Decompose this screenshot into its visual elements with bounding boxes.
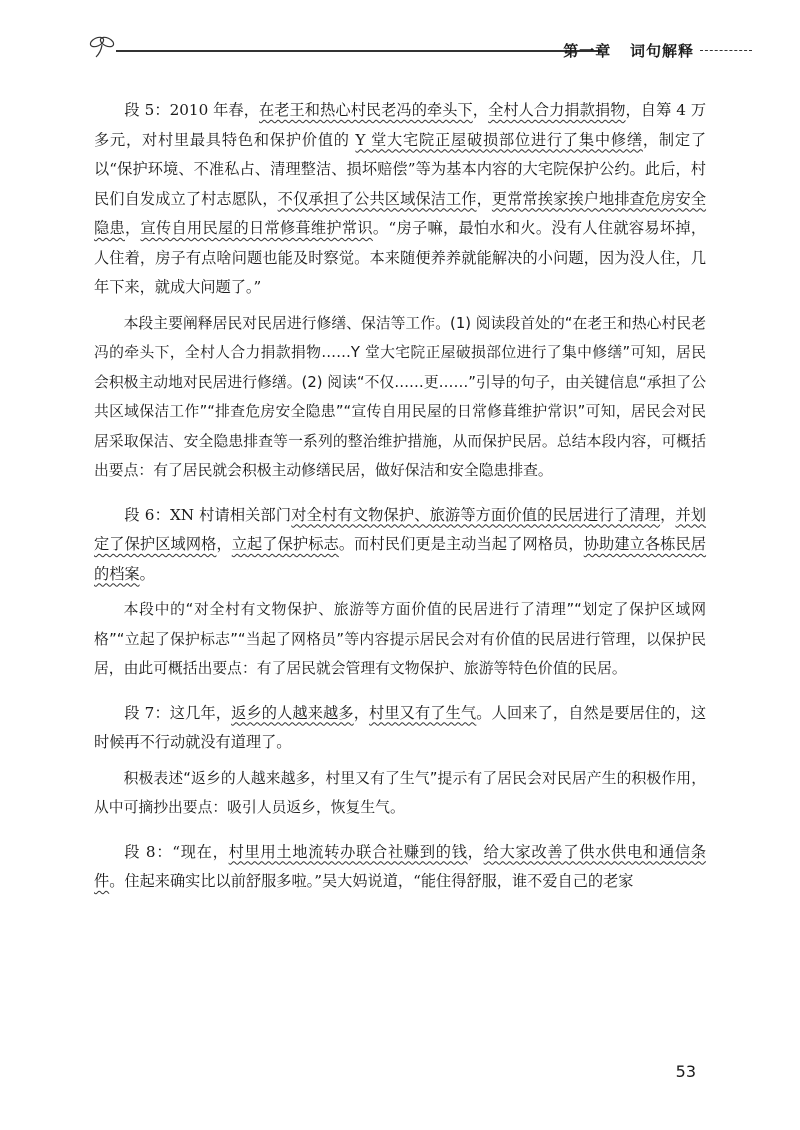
passage-paragraph — [94, 838, 706, 897]
leaf-logo-icon — [88, 32, 118, 60]
underlined-phrase: 对全村有文物保护、旅游等方面价值的民居进行了清理 — [291, 505, 661, 524]
underlined-phrase: 立起了保护标志 — [231, 535, 339, 553]
underlined-phrase: 不仅承担了公共区域保洁工作 — [277, 189, 477, 208]
analysis-paragraph — [94, 595, 706, 684]
text-segment: 。人回来了，自然是要居住的，这时候再不行动就没有道理了。 — [94, 703, 707, 751]
text-segment: 。住起来确实比以前舒服多啦。”吴大妈说道，“能住得舒服，谁不爱自己的老家 — [109, 872, 634, 890]
underlined-phrase: 在老王和热心村民老冯的牵头下 — [258, 101, 473, 119]
underlined-phrase: 协助建立各栋民居的档案 — [94, 535, 707, 583]
analysis-paragraph — [94, 309, 706, 486]
passage-paragraph — [94, 96, 706, 303]
text-segment: 段 6：XN 村请相关部门 — [124, 505, 292, 524]
underlined-phrase: 更常常挨家挨户地排查危房安全隐患 — [94, 189, 707, 237]
text-segment: 积极表述“返乡的人越来越多，村里又有了生气”提示有了居民会对民居产生的积极作用，从中可摘抄出要点：吸引人员返乡，恢复生气。 — [94, 769, 706, 816]
text-segment: 。 — [139, 564, 155, 583]
text-segment: ， — [476, 189, 492, 208]
underlined-phrase: 村里又有了生气 — [369, 703, 477, 722]
text-segment: 段 8：“现在， — [124, 842, 229, 861]
text-segment: ， — [125, 219, 141, 237]
section-label: 词句解释 — [629, 42, 694, 60]
chapter-label: 第一章 — [563, 42, 612, 60]
text-segment: ， — [660, 505, 676, 524]
text-segment: 。“房子嘛，最怕水和火。没有人住就容易坏掉，人住着，房子有点啥问题也能及时察觉。本来随便养养就能解决的小问题，因为没人住，几年下来，就成大问题了。” — [94, 219, 707, 296]
paragraph-gap — [94, 486, 706, 501]
running-header — [88, 32, 752, 62]
underlined-phrase: 并划定了保护区域网格 — [94, 505, 707, 553]
passage-paragraph — [94, 699, 706, 758]
text-segment: ， — [353, 703, 370, 722]
text-segment: 段 5：2010 年春， — [124, 101, 259, 119]
text-segment: ，制定了以“保护环境、不准私占、清理整洁、损坏赔偿”等为基本内容的大宅院保护公约。此后，村民们自发成立了村志愿队， — [94, 130, 707, 208]
header-title — [563, 40, 694, 61]
text-segment: 本段主要阐释居民对民居进行修缮、保洁等工作。(1) 阅读段首处的“在老王和热心村民老冯的牵头下，全村人合力捐款捐物……Y 堂大宅院正屋破损部位进行了集中修缮”可知，居民会积极主动地对民居进行修缮。(2) 阅读“不仅……更……”引导的句子，由关键信息“承担了公共区域保洁工作”“排查危房安全隐患”“宣传自用民屋的日常修葺维护常识”可知，居民会对民居采取保洁、安全隐患排查等一系列的整治维护措施，从而保护民居。总结本段内容，可概括出要点：有了居民就会积极主动修缮民居，做好保洁和安全隐患排查。 — [94, 314, 706, 479]
underlined-phrase: 村里用土地流转办联合社赚到的钱 — [228, 842, 468, 861]
underlined-phrase: Y 堂大宅院正屋破损部位进行了集中修缮 — [355, 130, 643, 149]
text-segment: 本段中的“对全村有文物保护、旅游等方面价值的民居进行了清理”“划定了保护区域网格”“立起了保护标志”“当起了网格员”等内容提示居民会对有价值的民居进行管理，以保护民居，由此可概括出要点：有了居民就会管理有文物保护、旅游等特色价值的民居。 — [94, 601, 706, 677]
underlined-phrase: 给大家改善了供水供电和通信条件 — [94, 842, 707, 890]
text-segment: ， — [216, 535, 232, 553]
header-rule — [116, 50, 602, 52]
header-dash — [700, 50, 752, 51]
text-segment: 段 7：这几年， — [124, 703, 232, 722]
paragraph-gap — [94, 684, 706, 699]
text-segment: 。而村民们更是主动当起了网格员， — [338, 535, 584, 553]
text-segment: ，自筹 4 万多元，对村里最具特色和保护价值的 — [94, 101, 707, 149]
page-body — [94, 96, 706, 897]
underlined-phrase: 返乡的人越来越多 — [231, 703, 354, 722]
paragraph-gap — [94, 823, 706, 838]
underlined-phrase: 全村人合力捐款捐物 — [488, 101, 626, 119]
text-segment: ， — [467, 842, 484, 861]
analysis-paragraph — [94, 764, 706, 823]
passage-paragraph — [94, 501, 706, 590]
page-number: 53 — [675, 1062, 696, 1081]
text-segment: ， — [472, 101, 489, 119]
underlined-phrase: 宣传自用民屋的日常修葺维护常识 — [140, 219, 373, 237]
